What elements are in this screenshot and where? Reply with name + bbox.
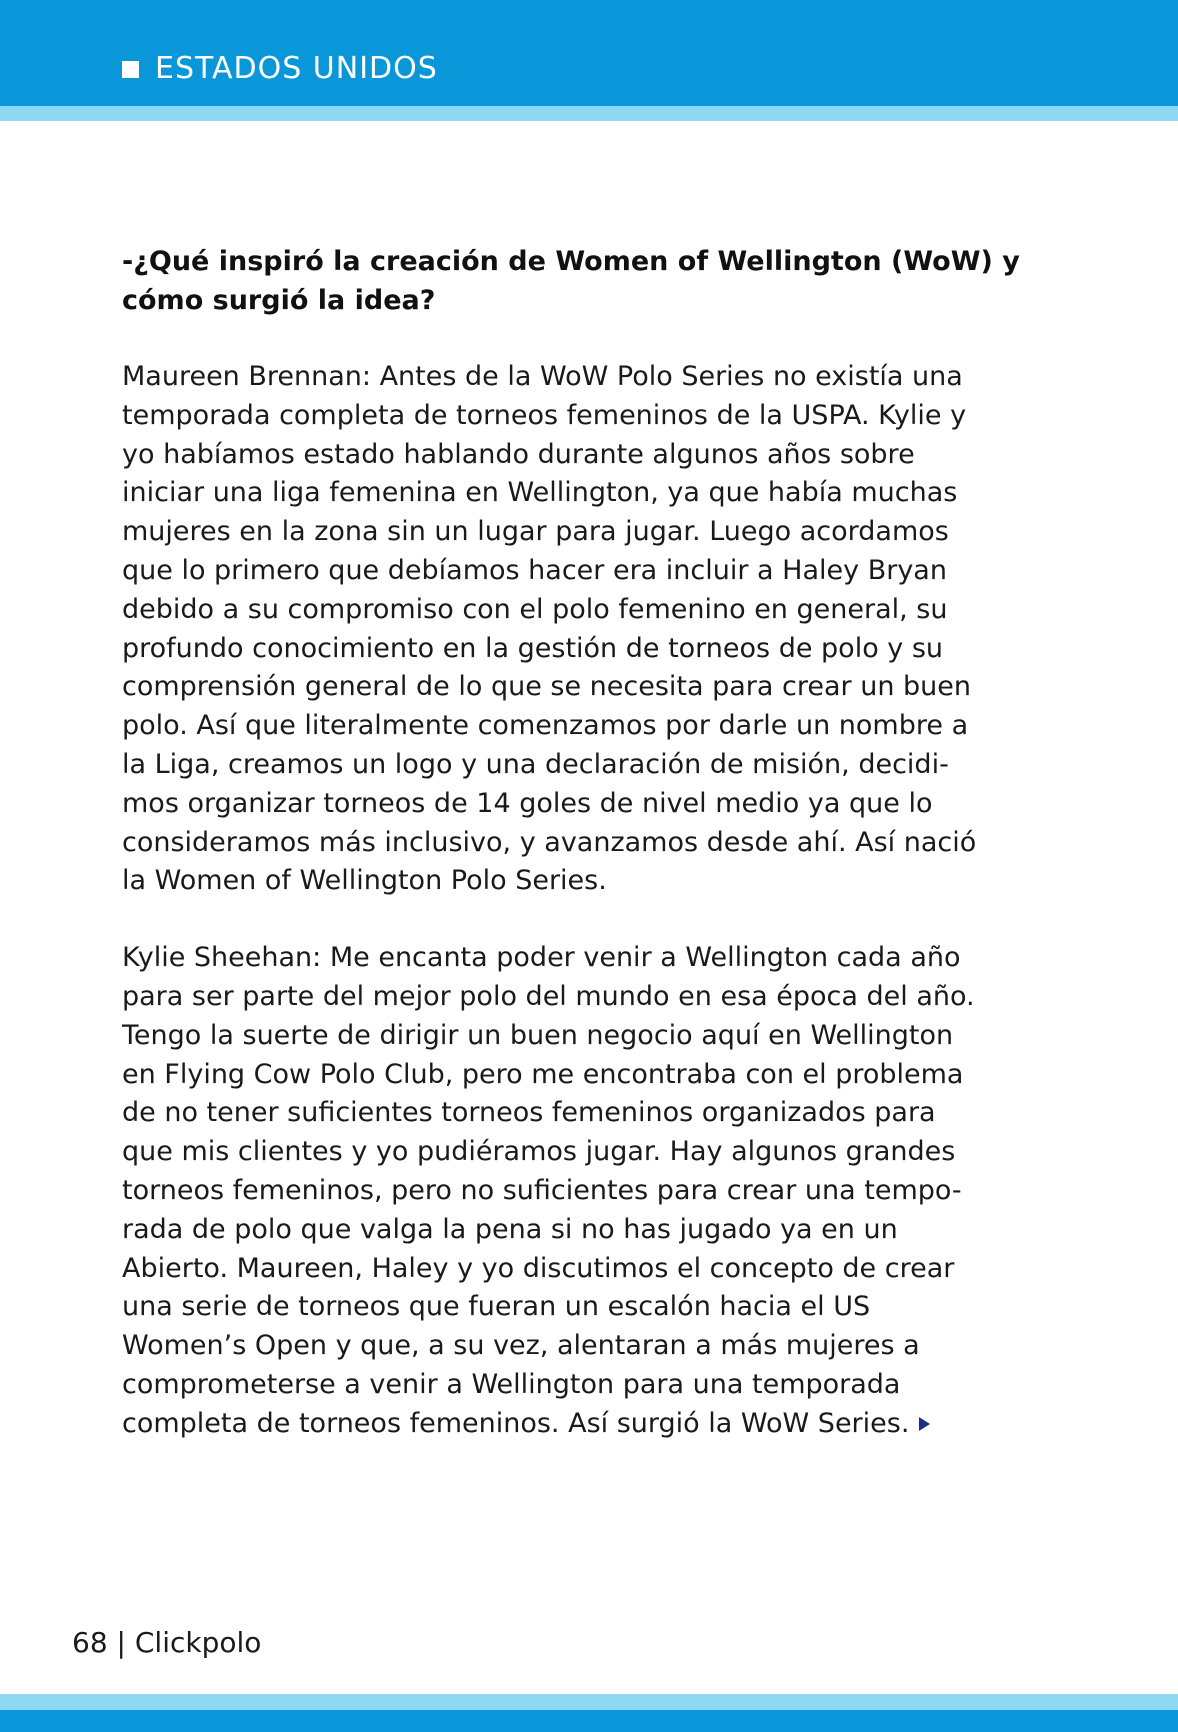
answer-text-kylie: Kylie Sheehan: Me encanta poder venir a Wellington cada año para ser parte del mejor polo del mundo en esa época del año. Tengo la suerte de dirigir un buen negocio aquí en Wellington en Flying Cow Polo Club, pero me encontraba con el problema de no tener suficientes torneos femeninos organizados para que mis clientes y yo pudiéramos jugar. Hay algunos grandes torneos femeninos, pero no suficientes para crear una tempo- rada de polo que valga la pena si no has jugado ya en un Abierto. Maureen, Haley y yo discutimos el concepto de crear una serie de torneos que fueran un escalón hacia el US Women’s Open y que, a su vez, alentaran a más mujeres a comprometerse a venir a Wellington para una temporada completa de torneos femeninos. Así surgió la WoW Series. <box>122 942 975 1439</box>
page-folio: 68 | Clickpolo <box>72 1626 262 1659</box>
article <box>122 242 1082 1444</box>
footer-band <box>0 1710 1178 1732</box>
header-stripe <box>0 106 1178 121</box>
interview-question: -¿Qué inspiró la creación de Women of Wellington (WoW) y cómo surgió la idea? <box>122 246 1020 316</box>
section-label <box>122 50 438 88</box>
section-title: ESTADOS UNIDOS <box>155 51 438 86</box>
answer-paragraph-maureen: Maureen Brennan: Antes de la WoW Polo Series no existía una temporada completa de torneos femeninos de la USPA. Kylie y yo habíamos estado hablando durante algunos años sobre iniciar una liga femenina en Wellington, ya que había muchas mujeres en la zona sin un lugar para jugar. Luego acordamos que lo primero que debíamos hacer era incluir a Haley Bryan debido a su compromiso con el polo femenino en general, su profundo conocimiento en la gestión de torneos de polo y su comprensión general de lo que se necesita para crear un buen polo. Así que literalmente comenzamos por darle un nombre a la Liga, creamos un logo y una declaración de misión, decidi- mos organizar torneos de 14 goles de nivel medio ya que lo consideramos más inclusivo, y avanzamos desde ahí. Así nació la Women of Wellington Polo Series. <box>122 361 977 897</box>
section-square-icon <box>122 61 139 78</box>
footer-stripe <box>0 1694 1178 1710</box>
continue-triangle-icon <box>919 1417 930 1431</box>
answer-paragraph-kylie <box>122 939 1082 1443</box>
